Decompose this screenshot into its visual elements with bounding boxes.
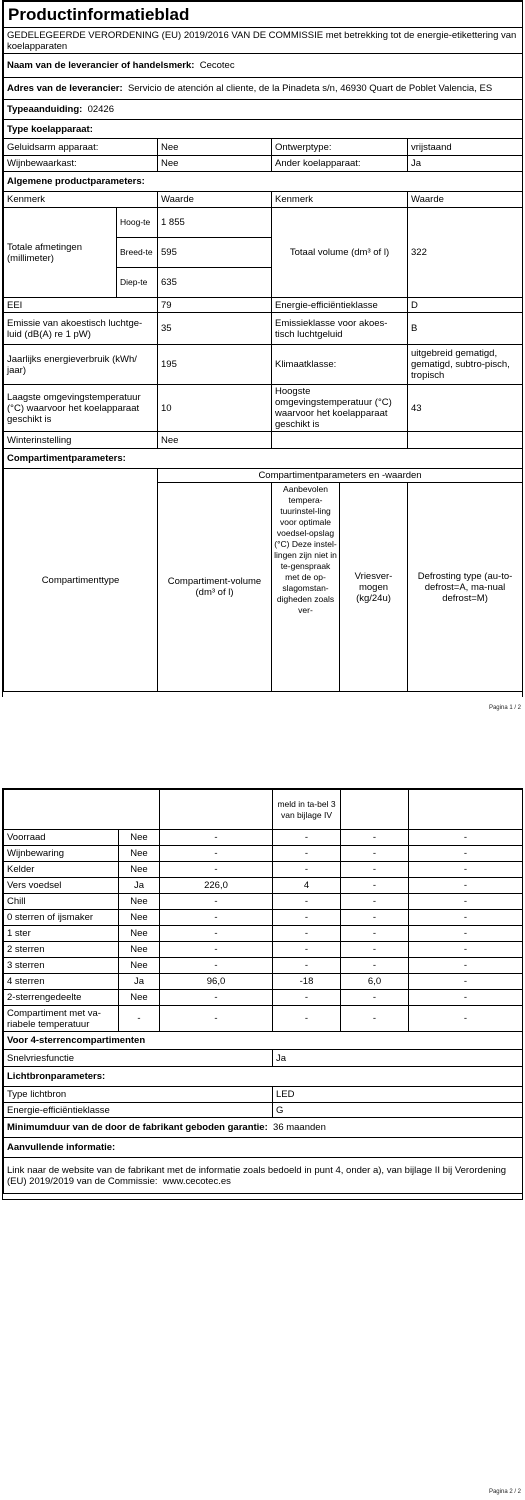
- light-type-value: LED: [273, 1087, 523, 1103]
- compartment-volume: 96,0: [160, 974, 273, 990]
- model-value: 02426: [87, 104, 114, 115]
- compartment-defrost: -: [409, 942, 523, 958]
- max-temp-label: Hoogste omgevingstemperatuur (°C) waarvoor het koelapparaat geschikt is: [272, 385, 408, 432]
- wine-label: Wijnbewaarkast:: [4, 156, 158, 172]
- compartment-defrost: -: [409, 894, 523, 910]
- four-star-label: Voor 4-sterrencompartimenten: [4, 1032, 523, 1050]
- supplier-name-label: Naam van de leverancier of handelsmerk:: [7, 60, 195, 71]
- compartment-row: [4, 846, 523, 862]
- product-info-table-p2: [3, 789, 523, 1196]
- manufacturer-link[interactable]: www.cecotec.es: [162, 1175, 231, 1187]
- height-value: 1 855: [158, 208, 272, 238]
- other-value: Ja: [408, 156, 523, 172]
- compartment-name: Chill: [4, 894, 119, 910]
- winter-value: Nee: [158, 432, 272, 449]
- link-text: Link naar de website van de fabrikant met de informatie zoals bedoeld in punt 4, onder a), van bijlage II bij Verordening (EU) 2019/2019 van de Commissie:: [7, 1164, 507, 1187]
- col-feature-2: Kenmerk: [272, 192, 408, 208]
- depth-value: 635: [158, 268, 272, 298]
- compartment-name: 0 sterren of ijsmaker: [4, 910, 119, 926]
- compartment-name: Vers voedsel: [4, 878, 119, 894]
- compartment-temp: -: [273, 926, 341, 942]
- compartment-present: Ja: [119, 878, 160, 894]
- compartment-defrost: -: [409, 1006, 523, 1032]
- compartment-volume: -: [160, 846, 273, 862]
- compartment-freeze: -: [341, 942, 409, 958]
- supplier-name-row: [4, 54, 523, 78]
- compartment-volume: -: [160, 830, 273, 846]
- compartment-defrost: -: [409, 990, 523, 1006]
- page-number-2: Pagina 2 / 2: [488, 1489, 521, 1495]
- compartment-name: Compartiment met va-riabele temperatuur: [4, 1006, 119, 1032]
- compartment-row: [4, 974, 523, 990]
- climate-label: Klimaatklasse:: [272, 345, 408, 385]
- winter-label: Winterinstelling: [4, 432, 158, 449]
- width-value: 595: [158, 238, 272, 268]
- compartment-freeze: -: [341, 894, 409, 910]
- warranty-label: Minimumduur van de door de fabrikant geboden garantie:: [7, 1122, 268, 1133]
- supplier-address-label: Adres van de leverancier:: [7, 83, 123, 94]
- compartment-present: Nee: [119, 830, 160, 846]
- design-type-value: vrijstaand: [408, 139, 523, 156]
- compartment-defrost: -: [409, 910, 523, 926]
- page-1: [2, 0, 523, 697]
- compartment-temp: -: [273, 830, 341, 846]
- other-label: Ander koelapparaat:: [272, 156, 408, 172]
- noise-class-value: B: [408, 313, 523, 345]
- compartment-volume: -: [160, 862, 273, 878]
- general-params-label: Algemene productparameters:: [4, 172, 523, 192]
- compartment-temp: -: [273, 942, 341, 958]
- col-feature-1: Kenmerk: [4, 192, 158, 208]
- compartment-name: 4 sterren: [4, 974, 119, 990]
- fast-freeze-label: Snelvriesfunctie: [4, 1050, 273, 1067]
- warranty-value: 36 maanden: [273, 1122, 326, 1133]
- eei-label: EEI: [4, 298, 158, 313]
- light-params-label: Lichtbronparameters:: [4, 1067, 523, 1087]
- annual-consumption-label: Jaarlijks energieverbruik (kWh/ jaar): [4, 345, 158, 385]
- compartment-present: -: [119, 1006, 160, 1032]
- empty-cell: [4, 1194, 523, 1197]
- compartment-present: Nee: [119, 846, 160, 862]
- design-type-label: Ontwerptype:: [272, 139, 408, 156]
- empty-cell: [272, 432, 408, 449]
- low-noise-label: Geluidsarm apparaat:: [4, 139, 158, 156]
- compartment-volume: -: [160, 958, 273, 974]
- compartment-freeze: -: [341, 846, 409, 862]
- empty-cell: [4, 790, 160, 830]
- noise-label: Emissie van akoestisch luchtge-luid (dB(A) re 1 pW): [4, 313, 158, 345]
- compartment-params-label: Compartimentparameters:: [4, 449, 523, 469]
- compartment-name: Kelder: [4, 862, 119, 878]
- min-temp-value: 10: [158, 385, 272, 432]
- product-info-table-p1: [3, 1, 523, 692]
- empty-cell: [341, 790, 409, 830]
- col-value-2: Waarde: [408, 192, 523, 208]
- temp-header: Aanbevolen tempera-tuurinstel-ling voor optimale voedsel-opslag (°C) Deze instel-lingen zijn niet in te-genspraak met de op-slagomstan-digheden zoals ver-: [272, 483, 340, 691]
- light-class-label: Energie-efficiëntieklasse: [4, 1103, 273, 1118]
- noise-class-label: Emissieklasse voor akoes-tisch luchtgeluid: [272, 313, 408, 345]
- compartment-type-header: Compartimenttype: [4, 469, 158, 692]
- compartment-defrost: -: [409, 846, 523, 862]
- model-row: [4, 100, 523, 120]
- compartment-row: [4, 862, 523, 878]
- noise-value: 35: [158, 313, 272, 345]
- compartment-defrost: -: [409, 926, 523, 942]
- compartment-defrost: -: [409, 958, 523, 974]
- empty-cell: [408, 432, 523, 449]
- width-label: Breed-te: [117, 238, 158, 268]
- compartment-present: Ja: [119, 974, 160, 990]
- climate-value: uitgebreid gematigd, gematigd, subtro-pisch, tropisch: [408, 345, 523, 385]
- light-type-label: Type lichtbron: [4, 1087, 273, 1103]
- supplier-address-row: [4, 78, 523, 100]
- compartment-name: Wijnbewaring: [4, 846, 119, 862]
- compartment-present: Nee: [119, 942, 160, 958]
- compartment-rows: [4, 830, 523, 1032]
- model-label: Typeaanduiding:: [7, 104, 83, 115]
- compartment-freeze: -: [341, 1006, 409, 1032]
- compartment-temp: -: [273, 910, 341, 926]
- compartment-present: Nee: [119, 958, 160, 974]
- temp-header-continued: meld in ta-bel 3 van bijlage IV: [273, 790, 341, 830]
- compartment-row: [4, 910, 523, 926]
- height-label: Hoog-te: [117, 208, 158, 238]
- compartment-temp: -: [273, 862, 341, 878]
- compartment-present: Nee: [119, 862, 160, 878]
- low-noise-value: Nee: [158, 139, 272, 156]
- compartment-name: 2-sterrengedeelte: [4, 990, 119, 1006]
- fast-freeze-value: Ja: [273, 1050, 523, 1067]
- energy-class-label: Energie-efficiëntieklasse: [272, 298, 408, 313]
- compartment-row: [4, 942, 523, 958]
- compartment-freeze: -: [341, 862, 409, 878]
- compartment-freeze: -: [341, 926, 409, 942]
- defrost-header: Defrosting type (au-to-defrost=A, ma-nual defrost=M): [408, 483, 523, 692]
- col-value-1: Waarde: [158, 192, 272, 208]
- compartment-volume: -: [160, 894, 273, 910]
- compartment-volume: -: [160, 1006, 273, 1032]
- compartment-present: Nee: [119, 990, 160, 1006]
- link-row: [4, 1158, 523, 1194]
- compartment-defrost: -: [409, 862, 523, 878]
- type-label: Type koelapparaat:: [4, 120, 523, 139]
- light-class-value: G: [273, 1103, 523, 1118]
- warranty-row: [4, 1118, 523, 1138]
- page-title: Productinformatieblad: [4, 2, 523, 28]
- regulation-text: GEDELEGEERDE VERORDENING (EU) 2019/2016 VAN DE COMMISSIE met betrekking tot de energie-etikettering van koelapparaten: [4, 28, 523, 54]
- compartment-temp: -: [273, 846, 341, 862]
- compartment-row: [4, 878, 523, 894]
- depth-label: Diep-te: [117, 268, 158, 298]
- additional-info-label: Aanvullende informatie:: [4, 1138, 523, 1158]
- compartment-name: 2 sterren: [4, 942, 119, 958]
- compartment-temp: -: [273, 1006, 341, 1032]
- freeze-header: Vriesver-mogen (kg/24u): [354, 570, 393, 604]
- eei-value: 79: [158, 298, 272, 313]
- compartment-volume: -: [160, 926, 273, 942]
- compartment-defrost: -: [409, 830, 523, 846]
- compartment-present: Nee: [119, 894, 160, 910]
- compartment-temp: -: [273, 958, 341, 974]
- max-temp-value: 43: [408, 385, 523, 432]
- compartment-name: 3 sterren: [4, 958, 119, 974]
- compartment-volume: -: [160, 942, 273, 958]
- compartment-volume: -: [160, 910, 273, 926]
- compartment-defrost: -: [409, 878, 523, 894]
- compartment-temp: -18: [273, 974, 341, 990]
- dimensions-label: Totale afmetingen (millimeter): [4, 208, 117, 298]
- compartment-defrost: -: [409, 974, 523, 990]
- empty-cell: [409, 790, 523, 830]
- wine-value: Nee: [158, 156, 272, 172]
- compartment-values-header: Compartimentparameters en -waarden: [158, 469, 523, 483]
- compartment-row: [4, 990, 523, 1006]
- total-volume-value: 322: [408, 208, 523, 298]
- compartment-row: [4, 958, 523, 974]
- compartment-name: Voorraad: [4, 830, 119, 846]
- compartment-row: [4, 894, 523, 910]
- compartment-volume: 226,0: [160, 878, 273, 894]
- temp-freeze-header-group: [272, 483, 408, 692]
- compartment-row: [4, 1006, 523, 1032]
- compartment-freeze: -: [341, 990, 409, 1006]
- supplier-address: Servicio de atención al cliente, de la Pinadeta s/n, 46930 Quart de Poblet Valencia, ES: [127, 83, 493, 94]
- supplier-name: Cecotec: [199, 60, 235, 71]
- volume-header: Compartiment-volume (dm³ of l): [158, 483, 272, 692]
- compartment-freeze: -: [341, 958, 409, 974]
- compartment-row: [4, 926, 523, 942]
- compartment-freeze: -: [341, 910, 409, 926]
- compartment-name: 1 ster: [4, 926, 119, 942]
- page-2: [2, 788, 523, 1200]
- annual-consumption-value: 195: [158, 345, 272, 385]
- empty-cell: [160, 790, 273, 830]
- page-number-1: Pagina 1 / 2: [488, 705, 521, 711]
- compartment-temp: -: [273, 894, 341, 910]
- compartment-freeze: 6,0: [341, 974, 409, 990]
- compartment-temp: -: [273, 990, 341, 1006]
- compartment-present: Nee: [119, 926, 160, 942]
- compartment-row: [4, 830, 523, 846]
- compartment-freeze: -: [341, 830, 409, 846]
- compartment-present: Nee: [119, 910, 160, 926]
- compartment-temp: 4: [273, 878, 341, 894]
- total-volume-label: Totaal volume (dm³ of l): [272, 208, 408, 298]
- energy-class-value: D: [408, 298, 523, 313]
- min-temp-label: Laagste omgevingstemperatuur (°C) waarvoor het koelapparaat geschikt is: [4, 385, 158, 432]
- compartment-freeze: -: [341, 878, 409, 894]
- compartment-volume: -: [160, 990, 273, 1006]
